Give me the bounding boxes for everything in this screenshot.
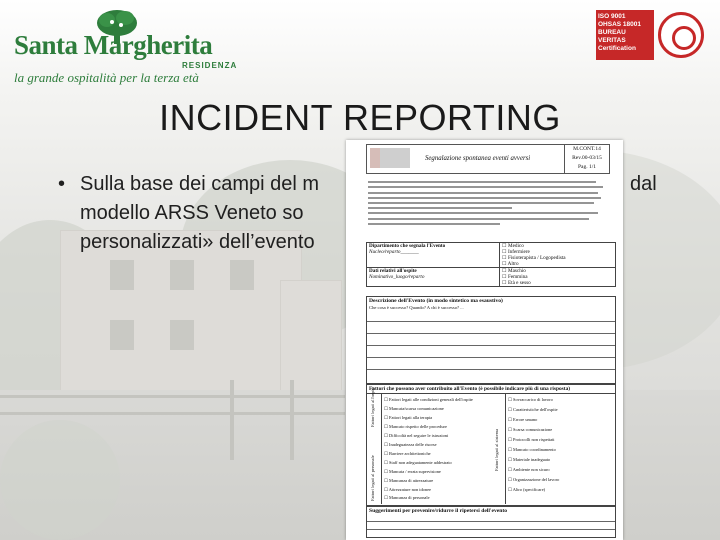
brand-logo — [10, 6, 240, 86]
form-info-table — [366, 242, 616, 287]
factor-left-12: ☐ Mancanza di personale — [384, 495, 430, 500]
bullet-line-2: modello ARSS Veneto so — [80, 202, 304, 224]
description-hint: Che cosa è successo? Quando? A chi è successo? ... — [369, 305, 464, 310]
factor-right-4: ☐ Scarsa comunicazione — [508, 427, 553, 432]
certification-badge — [596, 10, 708, 60]
department-value: Nucleo/reparto_______ — [369, 249, 419, 255]
factor-left-2: ☐ Mancata/scarsa comunicazione — [384, 406, 444, 411]
factor-left-10: ☐ Mancanza di attrezzature — [384, 478, 434, 483]
factor-right-3: ☐ Errore umano — [508, 417, 538, 422]
section-factors: Fattori che possono aver contribuito all'Evento (è possibile indicare più di una risposta) — [367, 385, 615, 394]
form-logo-icon — [370, 148, 410, 168]
factor-right-2: ☐ Caratteristiche dell'ospite — [508, 407, 558, 412]
bullet-icon: • — [58, 173, 66, 195]
factor-right-9: ☐ Organizzazione del lavoro — [508, 477, 560, 482]
factor-right-7: ☐ Materiale inadeguato — [508, 457, 551, 462]
section-patient: Dati relativi all'ospite — [369, 268, 417, 274]
factor-left-8: ☐ Staff non adeguatamente addestrato — [384, 460, 452, 465]
sex-options: ☐ Maschio ☐ Femmina ☐ Età e sesso — [500, 268, 616, 287]
form-instructions — [368, 178, 608, 228]
factor-group-label-3: Fattori legati al sistema — [494, 428, 499, 471]
section-department: Dipartimento che segnala l'Evento — [369, 243, 446, 249]
bullet-line-3: personalizzati» dell’evento — [80, 231, 315, 253]
description-box — [366, 296, 616, 384]
bullet-line-1-tail: dal — [630, 173, 657, 195]
factor-right-1: ☐ Sovraccarico di lavoro — [508, 397, 553, 402]
bureau-veritas-seal-icon — [658, 12, 704, 58]
factor-left-9: ☐ Mancata / errata supervisione — [384, 469, 441, 474]
factor-right-8: ☐ Ambiente non sicuro — [508, 467, 550, 472]
header — [0, 0, 720, 92]
factor-left-7: ☐ Barriere architettoniche — [384, 451, 431, 456]
suggestions-box — [366, 506, 616, 538]
form-header — [366, 144, 610, 174]
section-description: Descrizione dell'Evento (in modo sintetico ma esaustivo) — [369, 298, 503, 304]
factor-right-6: ☐ Mancato coordinamento — [508, 447, 556, 452]
factor-right-10: ☐ Altro (specificare) — [508, 487, 546, 492]
slide-title: INCIDENT REPORTING — [159, 97, 561, 138]
role-options: ☐ Medico ☐ Infermiere ☐ Fisioterapista / Logopedista ☐ Altro — [500, 243, 616, 268]
form-title: Segnalazione spontanea eventi avversi — [425, 155, 531, 162]
patient-value: Nominativo_luogo/reparto — [369, 274, 425, 280]
brand-tagline: la grande ospitalità per la terza età — [14, 70, 199, 85]
factor-left-11: ☐ Attrezzature non idonee — [384, 487, 431, 492]
section-suggestions: Suggerimenti per prevenire/ridurre il ripetersi dell'evento — [369, 508, 508, 514]
factor-left-3: ☐ Fattori legati alla terapia — [384, 415, 433, 420]
bullet-line-1: Sulla base dei campi del m — [80, 173, 320, 195]
brand-name: Santa Margherita — [14, 30, 213, 60]
factor-group-label-2: Fattori legati al personale — [370, 455, 375, 501]
brand-subtitle: RESIDENZA — [182, 61, 238, 70]
factor-right-5: ☐ Protocolli non rispettati — [508, 437, 555, 442]
factors-box — [366, 384, 616, 506]
certification-text: ISO 9001 OHSAS 18001 BUREAU VERITAS Certification — [596, 10, 654, 60]
factor-left-1: ☐ Fattori legati alle condizioni generali dell'ospite — [384, 397, 473, 402]
incident-report-form — [346, 140, 623, 540]
factor-left-5: ☐ Difficoltà nel seguire le istruzioni — [384, 433, 449, 438]
factor-left-4: ☐ Mancato rispetto delle procedure — [384, 424, 447, 429]
form-code: M.CONT.14 Rev.00-03/15 Pag. 1/1 — [564, 145, 609, 173]
factor-group-label-1: Fattori legati all'ospite — [370, 386, 375, 427]
factor-left-6: ☐ Inadeguatezza delle risorse — [384, 442, 437, 447]
